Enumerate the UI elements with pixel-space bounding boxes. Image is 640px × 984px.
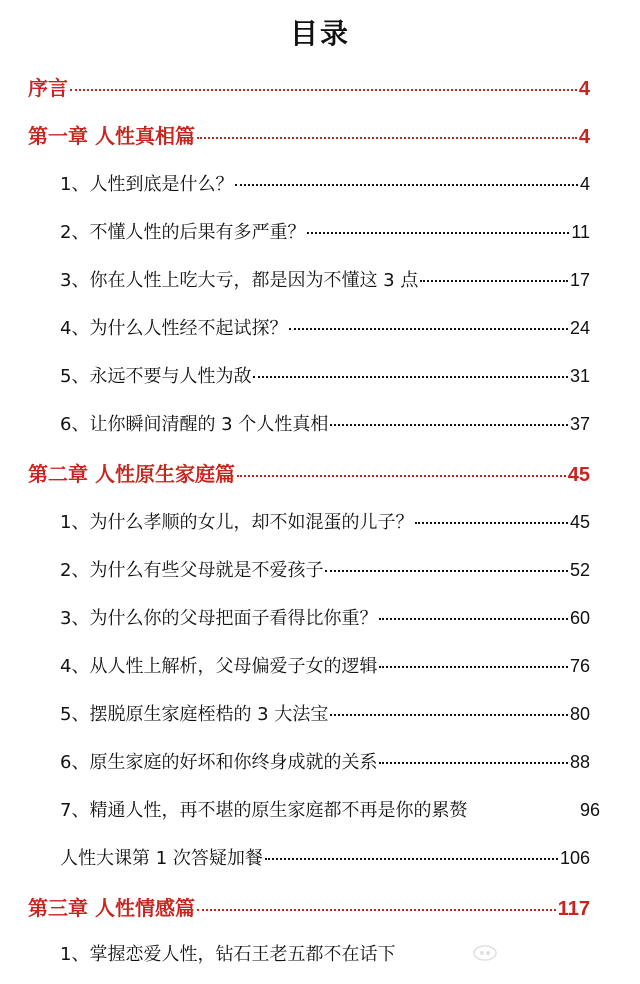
- toc-entry-label: 6、让你瞬间清醒的 3 个人性真相: [60, 414, 329, 435]
- toc-entry-preface[interactable]: [28, 72, 590, 101]
- toc-entry-label: 第二章 人性原生家庭篇: [28, 462, 235, 486]
- dot-leader: [307, 232, 569, 234]
- toc-entry-label: 1、为什么孝顺的女儿，却不如混蛋的儿子？: [60, 512, 414, 533]
- dot-leader: [237, 475, 566, 477]
- toc-entry-label: 5、摆脱原生家庭桎梏的 3 大法宝: [60, 704, 329, 725]
- toc-entry[interactable]: [60, 410, 590, 436]
- toc-entry-label: 序言: [28, 76, 68, 100]
- toc-page-number: 24: [569, 318, 590, 338]
- toc-page-number: 80: [569, 704, 590, 724]
- toc-page-number: 117: [557, 898, 590, 920]
- toc-page-number: 106: [559, 848, 590, 868]
- dot-leader: [379, 618, 568, 620]
- toc-page-number: 31: [569, 366, 590, 386]
- dot-leader: [420, 280, 568, 282]
- toc-entry-label: 4、为什么人性经不起试探？: [60, 318, 288, 339]
- toc-entry[interactable]: [60, 700, 590, 726]
- toc-page-number: 4: [578, 78, 590, 100]
- toc-page-number: 17: [569, 270, 590, 290]
- toc-chapter-2[interactable]: [28, 458, 590, 487]
- toc-page-number: 96: [579, 800, 600, 820]
- dot-leader: [379, 666, 568, 668]
- toc-entry-label: 5、永远不要与人性为敌: [60, 366, 252, 387]
- toc-entry[interactable]: [60, 652, 590, 678]
- dot-leader: [379, 762, 568, 764]
- toc-entry-label: 1、人性到底是什么？: [60, 174, 234, 195]
- toc-page-number: 45: [569, 512, 590, 532]
- toc-page-number: 76: [569, 656, 590, 676]
- watermark-icon: [470, 942, 500, 962]
- toc-entry-qa[interactable]: [60, 844, 590, 870]
- dot-leader: [70, 89, 577, 91]
- toc-entry[interactable]: [60, 604, 590, 630]
- toc-entry-label: 2、不懂人性的后果有多严重？: [60, 222, 306, 243]
- toc-entry-label: 3、你在人性上吃大亏，都是因为不懂这 3 点: [60, 270, 419, 291]
- toc-entry[interactable]: [60, 940, 590, 966]
- toc-page-number: 60: [569, 608, 590, 628]
- dot-leader: [253, 376, 568, 378]
- dot-leader: [235, 184, 578, 186]
- toc-entry[interactable]: [60, 362, 590, 388]
- toc-entry[interactable]: [60, 266, 590, 292]
- dot-leader: [330, 424, 568, 426]
- document-title: 目录: [289, 17, 350, 50]
- toc-page-number: 4: [578, 126, 590, 148]
- toc-entry-label: 3、为什么你的父母把面子看得比你重？: [60, 608, 378, 629]
- toc-chapter-3[interactable]: [28, 892, 590, 921]
- toc-entry-label: 第三章 人性情感篇: [28, 896, 195, 920]
- toc-entry[interactable]: [60, 796, 600, 822]
- toc-chapter-1[interactable]: [28, 120, 590, 149]
- toc-entry-label: 2、为什么有些父母就是不爱孩子: [60, 560, 324, 581]
- toc-entry-label: 1、掌握恋爱人性，钻石王老五都不在话下: [60, 944, 396, 965]
- toc-entry[interactable]: [60, 170, 590, 196]
- dot-leader: [325, 570, 568, 572]
- dot-leader: [415, 522, 568, 524]
- toc-entry-label: 4、从人性上解析，父母偏爱子女的逻辑: [60, 656, 378, 677]
- toc-page-number: 11: [571, 222, 590, 242]
- dot-leader: [197, 137, 577, 139]
- dot-leader: [197, 909, 556, 911]
- dot-leader: [265, 858, 558, 860]
- toc-entry-label: 人性大课第 1 次答疑加餐: [60, 848, 263, 869]
- toc-page-number: 88: [569, 752, 590, 772]
- toc-entry[interactable]: [60, 748, 590, 774]
- toc-page-number: 45: [567, 464, 590, 486]
- toc-entry-label: 7、精通人性，再不堪的原生家庭都不再是你的累赘: [60, 800, 468, 821]
- toc-entry[interactable]: [60, 314, 590, 340]
- toc-entry-label: 6、原生家庭的好坏和你终身成就的关系: [60, 752, 378, 773]
- toc-page-number: 37: [569, 414, 590, 434]
- toc-entry[interactable]: [60, 556, 590, 582]
- toc-page-number: 4: [579, 174, 590, 194]
- toc-entry[interactable]: [60, 508, 590, 534]
- toc-entry[interactable]: [60, 218, 590, 244]
- dot-leader: [289, 328, 568, 330]
- dot-leader: [330, 714, 568, 716]
- toc-page-number: 52: [569, 560, 590, 580]
- toc-entry-label: 第一章 人性真相篇: [28, 124, 195, 148]
